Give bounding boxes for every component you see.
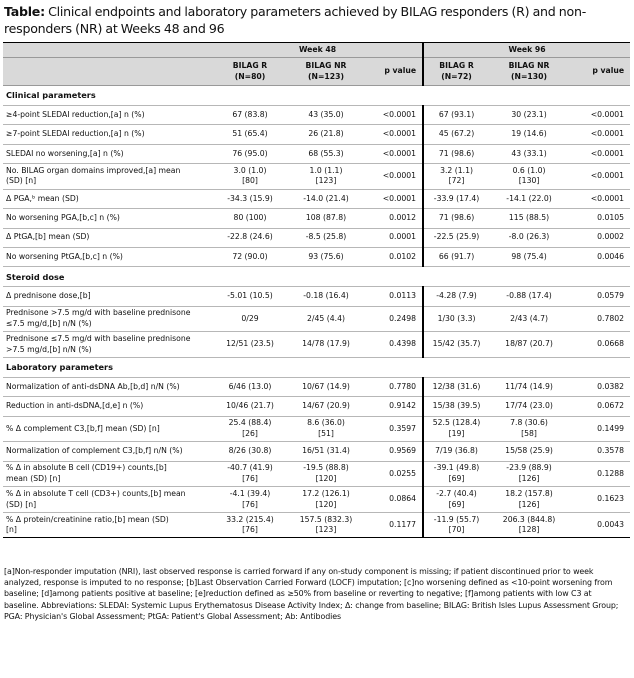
- cell-line: 3.0 (1.0): [233, 165, 267, 175]
- cell-line: ≤7.5 mg/d,[b] n/N (%): [6, 319, 92, 329]
- row-label: [3, 487, 213, 513]
- cell-bilag-r-96: [423, 189, 489, 208]
- cell-line: -22.8 (24.6): [227, 232, 273, 242]
- cell-pvalue-96: 0.0105: [569, 209, 630, 228]
- header-line: BILAG NR: [508, 60, 550, 70]
- row-label: [3, 144, 213, 163]
- cell-line: 108 (87.8): [305, 213, 347, 223]
- cell-bilag-nr-48: [287, 144, 365, 163]
- cell-line: 19 (14.6): [511, 129, 547, 139]
- cell-bilag-nr-96: [489, 377, 569, 396]
- section-heading: Laboratory parameters: [3, 357, 630, 377]
- cell-line: -0.18 (16.4): [303, 291, 349, 301]
- cell-line: 67 (83.8): [232, 109, 268, 119]
- cell-pvalue-96: 0.7802: [569, 306, 630, 332]
- cell-line: 17.2 (126.1): [302, 488, 350, 498]
- cell-line: [70]: [448, 525, 465, 535]
- row-label: [3, 228, 213, 247]
- cell-pvalue-48: 0.0255: [365, 461, 423, 487]
- cell-bilag-nr-48: [287, 397, 365, 416]
- cell-line: No worsening PGA,[b,c] n (%): [6, 213, 120, 223]
- cell-line: No worsening PtGA,[b,c] n (%): [6, 251, 123, 261]
- cell-bilag-r-96: [423, 144, 489, 163]
- cell-line: 206.3 (844.8): [502, 514, 556, 524]
- cell-line: [69]: [448, 499, 465, 509]
- cell-pvalue-96: <0.0001: [569, 144, 630, 163]
- row-label: [3, 306, 213, 332]
- cell-line: (SD) [n]: [6, 176, 37, 186]
- table-row: [3, 306, 630, 332]
- cell-line: Δ PtGA,[b] mean (SD): [6, 232, 90, 242]
- cell-line: -8.5 (25.8): [305, 232, 347, 242]
- results-table: [3, 42, 630, 538]
- cell-line: -23.9 (88.9): [506, 463, 552, 473]
- cell-line: [130]: [518, 176, 540, 186]
- cell-bilag-r-96: [423, 377, 489, 396]
- cell-line: 15/42 (35.7): [432, 339, 481, 349]
- cell-line: (SD) [n]: [6, 499, 37, 509]
- cell-bilag-r-96: [423, 306, 489, 332]
- cell-line: 7.8 (30.6): [510, 418, 548, 428]
- cell-line: No. BILAG organ domains improved,[a] mean: [6, 165, 181, 175]
- table-row: [3, 209, 630, 228]
- row-label: [3, 397, 213, 416]
- header-line: BILAG NR: [305, 60, 347, 70]
- cell-bilag-r-96: [423, 228, 489, 247]
- cell-pvalue-48: 0.2498: [365, 306, 423, 332]
- header-line: BILAG R: [232, 60, 268, 70]
- table-row: [3, 287, 630, 306]
- cell-line: Δ prednisone dose,[b]: [6, 291, 91, 301]
- cell-bilag-r-48: [213, 164, 287, 190]
- cell-line: [123]: [315, 525, 337, 535]
- header-bilag-nr-96: [489, 58, 569, 86]
- cell-line: 93 (75.6): [308, 251, 344, 261]
- cell-bilag-nr-96: [489, 144, 569, 163]
- cell-line: -33.9 (17.4): [433, 193, 480, 203]
- cell-line: 0/29: [241, 313, 259, 323]
- cell-line: 0.6 (1.0): [512, 165, 546, 175]
- row-label: [3, 416, 213, 442]
- cell-line: mean (SD) [n]: [6, 473, 61, 483]
- cell-line: 16/51 (31.4): [302, 446, 350, 456]
- cell-line: 76 (95.0): [232, 148, 268, 158]
- cell-bilag-r-48: [213, 487, 287, 513]
- cell-pvalue-96: 0.0672: [569, 397, 630, 416]
- header-empty: [3, 58, 213, 86]
- cell-line: 98 (75.4): [511, 251, 547, 261]
- cell-bilag-nr-48: [287, 512, 365, 538]
- cell-bilag-nr-48: [287, 461, 365, 487]
- cell-bilag-r-48: [213, 377, 287, 396]
- header-line: (N=72): [441, 71, 472, 81]
- cell-pvalue-96: 0.0046: [569, 247, 630, 266]
- cell-bilag-nr-96: [489, 125, 569, 144]
- cell-line: 6/46 (13.0): [228, 381, 272, 391]
- cell-pvalue-48: 0.0864: [365, 487, 423, 513]
- cell-bilag-r-48: [213, 125, 287, 144]
- cell-pvalue-96: <0.0001: [569, 164, 630, 190]
- table-row: [3, 228, 630, 247]
- cell-line: 72 (90.0): [232, 251, 268, 261]
- cell-bilag-nr-48: [287, 125, 365, 144]
- table-row: [3, 332, 630, 358]
- header-week96: Week 96: [423, 43, 630, 58]
- cell-line: 33.2 (215.4): [226, 514, 274, 524]
- row-label: [3, 106, 213, 125]
- cell-line: 25.4 (88.4): [228, 418, 272, 428]
- cell-line: Reduction in anti-dsDNA,[d,e] n (%): [6, 401, 144, 411]
- cell-bilag-r-96: [423, 487, 489, 513]
- cell-bilag-r-96: [423, 416, 489, 442]
- table-row: [3, 144, 630, 163]
- row-label: [3, 461, 213, 487]
- cell-bilag-nr-96: [489, 164, 569, 190]
- cell-line: 67 (93.1): [438, 109, 475, 119]
- cell-line: -22.5 (25.9): [433, 232, 480, 242]
- cell-line: -5.01 (10.5): [227, 291, 273, 301]
- cell-line: 14/67 (20.9): [302, 401, 350, 411]
- cell-pvalue-48: 0.0102: [365, 247, 423, 266]
- cell-pvalue-48: 0.9142: [365, 397, 423, 416]
- cell-line: 30 (23.1): [511, 109, 547, 119]
- cell-pvalue-96: 0.1623: [569, 487, 630, 513]
- cell-bilag-r-48: [213, 416, 287, 442]
- cell-line: >7.5 mg/d,[b] n/N (%): [6, 344, 92, 354]
- cell-line: -11.9 (55.7): [433, 514, 480, 524]
- cell-bilag-nr-48: [287, 487, 365, 513]
- cell-bilag-r-96: [423, 106, 489, 125]
- cell-line: -0.88 (17.4): [506, 291, 552, 301]
- cell-line: 71 (98.6): [438, 148, 475, 158]
- cell-line: 18/87 (20.7): [505, 339, 553, 349]
- cell-pvalue-96: 0.1288: [569, 461, 630, 487]
- row-label: [3, 247, 213, 266]
- title-text: Clinical endpoints and laboratory parameters achieved by BILAG responders (R) and non-responders (NR) at Weeks 48 and 96: [4, 4, 586, 36]
- cell-line: [76]: [242, 525, 258, 535]
- cell-bilag-r-96: [423, 164, 489, 190]
- cell-bilag-nr-48: [287, 228, 365, 247]
- table-body: [3, 43, 630, 538]
- cell-bilag-nr-96: [489, 512, 569, 538]
- table-row: [3, 189, 630, 208]
- table-row: [3, 442, 630, 461]
- cell-line: Normalization of anti-dsDNA Ab,[b,d] n/N (%): [6, 381, 180, 391]
- cell-line: 1.0 (1.1): [309, 165, 343, 175]
- cell-line: [72]: [448, 176, 465, 186]
- cell-line: [51]: [318, 428, 334, 438]
- cell-bilag-r-48: [213, 228, 287, 247]
- cell-line: [126]: [518, 473, 540, 483]
- cell-bilag-nr-96: [489, 416, 569, 442]
- cell-bilag-r-48: [213, 287, 287, 306]
- cell-pvalue-96: 0.0382: [569, 377, 630, 396]
- cell-bilag-nr-96: [489, 397, 569, 416]
- cell-pvalue-96: <0.0001: [569, 189, 630, 208]
- cell-bilag-nr-96: [489, 461, 569, 487]
- header-empty: [3, 43, 213, 58]
- section-row: [3, 267, 630, 287]
- footnote: [a]Non-responder imputation (NRI), last observed response is carried forward if any on-study component is missing; if patient discontinued prior to week analyzed, response is imputed to no response; [b]Last Observation Carried Forward (LOCF) imputation; [c]no worsening defined as <10-point worsening from baseline; [d]among patients positive at baseline; [e]reduction defined as ≥50% from baseline or reverting to negative; [f]among patients with low C3 at baseline. Abbreviations: SLEDAI: Systemic Lupus Erythematosus Disease Activity Index; Δ: change from baseline; BILAG: British Isles Lupus Assessment Group; PGA: Physician's Global Assessment; PtGA: Patient's Global Assessment; Ab: Antibodies: [4, 567, 619, 621]
- cell-line: 15/38 (39.5): [432, 401, 481, 411]
- cell-line: ≥4-point SLEDAI reduction,[a] n (%): [6, 109, 145, 119]
- cell-line: [76]: [242, 499, 258, 509]
- header-bilag-r-96: [423, 58, 489, 86]
- cell-pvalue-96: 0.0579: [569, 287, 630, 306]
- cell-line: 115 (88.5): [508, 213, 550, 223]
- cell-line: -14.1 (22.0): [506, 193, 552, 203]
- cell-pvalue-48: 0.4398: [365, 332, 423, 358]
- cell-line: % Δ complement C3,[b,f] mean (SD) [n]: [6, 423, 160, 433]
- cell-pvalue-96: <0.0001: [569, 125, 630, 144]
- header-line: (N=130): [511, 71, 547, 81]
- cell-line: SLEDAI no worsening,[a] n (%): [6, 148, 124, 158]
- cell-bilag-nr-48: [287, 306, 365, 332]
- cell-bilag-r-96: [423, 125, 489, 144]
- cell-bilag-r-96: [423, 332, 489, 358]
- cell-line: 1/30 (3.3): [437, 313, 476, 323]
- table-row: [3, 125, 630, 144]
- cell-bilag-nr-48: [287, 247, 365, 266]
- cell-bilag-nr-96: [489, 287, 569, 306]
- section-heading: Steroid dose: [3, 267, 630, 287]
- row-label: [3, 164, 213, 190]
- cell-line: 51 (65.4): [232, 129, 268, 139]
- cell-line: [76]: [242, 473, 258, 483]
- cell-bilag-r-48: [213, 106, 287, 125]
- header-bilag-r-48: [213, 58, 287, 86]
- cell-bilag-r-48: [213, 144, 287, 163]
- cell-bilag-r-96: [423, 461, 489, 487]
- cell-line: 15/58 (25.9): [505, 446, 553, 456]
- cell-pvalue-48: <0.0001: [365, 164, 423, 190]
- header-week48: Week 48: [213, 43, 423, 58]
- cell-line: ≥7-point SLEDAI reduction,[a] n (%): [6, 129, 145, 139]
- cell-bilag-nr-96: [489, 442, 569, 461]
- cell-line: 26 (21.8): [308, 129, 344, 139]
- cell-line: Prednisone ≤7.5 mg/d with baseline prednisone: [6, 334, 191, 344]
- cell-line: % Δ protein/creatinine ratio,[b] mean (SD): [6, 514, 169, 524]
- table-row: [3, 164, 630, 190]
- cell-line: 12/51 (23.5): [226, 339, 274, 349]
- table-row: [3, 397, 630, 416]
- header-line: (N=123): [308, 71, 344, 81]
- cell-bilag-nr-48: [287, 106, 365, 125]
- cell-line: 8.6 (36.0): [307, 418, 345, 428]
- cell-line: 11/74 (14.9): [505, 381, 553, 391]
- section-row: [3, 86, 630, 106]
- cell-line: 17/74 (23.0): [505, 401, 553, 411]
- cell-line: % Δ in absolute T cell (CD3+) counts,[b] mean: [6, 488, 186, 498]
- cell-bilag-nr-48: [287, 332, 365, 358]
- cell-bilag-nr-48: [287, 189, 365, 208]
- cell-pvalue-48: 0.7780: [365, 377, 423, 396]
- cell-line: 3.2 (1.1): [440, 165, 473, 175]
- cell-bilag-r-96: [423, 247, 489, 266]
- cell-pvalue-48: 0.3597: [365, 416, 423, 442]
- cell-line: -19.5 (88.8): [303, 463, 349, 473]
- row-label: [3, 377, 213, 396]
- cell-line: [26]: [242, 428, 258, 438]
- cell-pvalue-48: 0.1177: [365, 512, 423, 538]
- cell-line: 2/43 (4.7): [510, 313, 548, 323]
- cell-line: Δ PGA,ᵇ mean (SD): [6, 193, 79, 203]
- cell-line: -39.1 (49.8): [433, 463, 480, 473]
- row-label: [3, 332, 213, 358]
- table-row: [3, 461, 630, 487]
- header-line: (N=80): [234, 71, 266, 81]
- cell-line: [69]: [448, 473, 465, 483]
- cell-bilag-r-96: [423, 442, 489, 461]
- title-prefix: Table:: [4, 4, 45, 19]
- cell-pvalue-48: 0.9569: [365, 442, 423, 461]
- cell-pvalue-48: 0.0001: [365, 228, 423, 247]
- cell-line: [80]: [242, 176, 258, 186]
- cell-bilag-r-96: [423, 512, 489, 538]
- table-row: [3, 487, 630, 513]
- cell-line: 45 (67.2): [438, 129, 475, 139]
- cell-pvalue-96: 0.1499: [569, 416, 630, 442]
- row-label: [3, 287, 213, 306]
- cell-line: 18.2 (157.8): [505, 488, 553, 498]
- cell-bilag-r-48: [213, 209, 287, 228]
- cell-bilag-nr-48: [287, 164, 365, 190]
- cell-line: 52.5 (128.4): [432, 418, 481, 428]
- cell-pvalue-96: 0.0043: [569, 512, 630, 538]
- header-pvalue-96: p value: [569, 58, 630, 86]
- cell-line: -8.0 (26.3): [508, 232, 550, 242]
- cell-bilag-nr-96: [489, 247, 569, 266]
- cell-pvalue-96: 0.3578: [569, 442, 630, 461]
- cell-bilag-r-48: [213, 461, 287, 487]
- cell-line: [120]: [315, 499, 337, 509]
- cell-line: -4.1 (39.4): [229, 488, 271, 498]
- cell-line: -4.28 (7.9): [436, 291, 477, 301]
- cell-line: -34.3 (15.9): [227, 193, 273, 203]
- table-row: [3, 512, 630, 538]
- cell-line: 80 (100): [233, 213, 267, 223]
- cell-line: 43 (33.1): [511, 148, 547, 158]
- cell-bilag-nr-96: [489, 106, 569, 125]
- cell-bilag-r-48: [213, 189, 287, 208]
- cell-line: 71 (98.6): [438, 213, 475, 223]
- row-label: [3, 125, 213, 144]
- cell-pvalue-48: <0.0001: [365, 144, 423, 163]
- header-row-weeks: [3, 43, 630, 58]
- cell-line: [120]: [315, 473, 337, 483]
- header-bilag-nr-48: [287, 58, 365, 86]
- cell-bilag-r-48: [213, 442, 287, 461]
- cell-line: 66 (91.7): [438, 251, 475, 261]
- cell-bilag-nr-48: [287, 442, 365, 461]
- section-row: [3, 357, 630, 377]
- cell-pvalue-96: 0.0668: [569, 332, 630, 358]
- table-title: [4, 3, 630, 37]
- cell-line: [n]: [6, 525, 17, 535]
- cell-bilag-r-48: [213, 247, 287, 266]
- cell-line: 10/67 (14.9): [302, 381, 350, 391]
- cell-line: Prednisone >7.5 mg/d with baseline prednisone: [6, 308, 191, 318]
- cell-line: [58]: [521, 428, 537, 438]
- cell-line: [19]: [448, 428, 465, 438]
- cell-line: 68 (55.3): [308, 148, 344, 158]
- cell-line: 14/78 (17.9): [302, 339, 350, 349]
- section-heading: Clinical parameters: [3, 86, 630, 106]
- cell-line: [126]: [518, 499, 540, 509]
- row-label: [3, 209, 213, 228]
- cell-bilag-nr-48: [287, 416, 365, 442]
- cell-bilag-r-48: [213, 306, 287, 332]
- cell-line: 7/19 (36.8): [435, 446, 478, 456]
- row-label: [3, 189, 213, 208]
- row-label: [3, 512, 213, 538]
- row-label: [3, 442, 213, 461]
- cell-bilag-r-96: [423, 209, 489, 228]
- cell-pvalue-48: <0.0001: [365, 125, 423, 144]
- cell-line: 12/38 (31.6): [432, 381, 481, 391]
- cell-pvalue-96: <0.0001: [569, 106, 630, 125]
- header-row-columns: [3, 58, 630, 86]
- cell-pvalue-48: 0.0012: [365, 209, 423, 228]
- cell-bilag-nr-48: [287, 287, 365, 306]
- cell-line: 43 (35.0): [308, 109, 344, 119]
- cell-bilag-nr-48: [287, 209, 365, 228]
- cell-pvalue-48: <0.0001: [365, 106, 423, 125]
- cell-bilag-nr-96: [489, 487, 569, 513]
- table-row: [3, 416, 630, 442]
- cell-bilag-r-48: [213, 397, 287, 416]
- cell-line: -14.0 (21.4): [303, 193, 349, 203]
- cell-pvalue-48: <0.0001: [365, 189, 423, 208]
- header-line: BILAG R: [439, 60, 474, 70]
- cell-pvalue-48: 0.0113: [365, 287, 423, 306]
- table-row: [3, 377, 630, 396]
- cell-line: [123]: [315, 176, 337, 186]
- cell-line: 8/26 (30.8): [228, 446, 272, 456]
- cell-bilag-r-48: [213, 512, 287, 538]
- cell-bilag-r-96: [423, 397, 489, 416]
- cell-line: 2/45 (4.4): [307, 313, 345, 323]
- cell-bilag-nr-96: [489, 189, 569, 208]
- cell-bilag-nr-48: [287, 377, 365, 396]
- cell-bilag-r-48: [213, 332, 287, 358]
- cell-line: % Δ in absolute B cell (CD19+) counts,[b]: [6, 463, 167, 473]
- cell-line: 157.5 (832.3): [299, 514, 353, 524]
- table-row: [3, 247, 630, 266]
- cell-line: Normalization of complement C3,[b,f] n/N (%): [6, 446, 183, 456]
- cell-line: [128]: [518, 525, 540, 535]
- cell-bilag-nr-96: [489, 332, 569, 358]
- cell-line: -40.7 (41.9): [227, 463, 273, 473]
- cell-pvalue-96: 0.0002: [569, 228, 630, 247]
- table-row: [3, 106, 630, 125]
- cell-line: 10/46 (21.7): [226, 401, 274, 411]
- header-pvalue-48: p value: [365, 58, 423, 86]
- cell-bilag-nr-96: [489, 209, 569, 228]
- cell-bilag-nr-96: [489, 228, 569, 247]
- cell-bilag-nr-96: [489, 306, 569, 332]
- cell-bilag-r-96: [423, 287, 489, 306]
- cell-line: -2.7 (40.4): [436, 488, 477, 498]
